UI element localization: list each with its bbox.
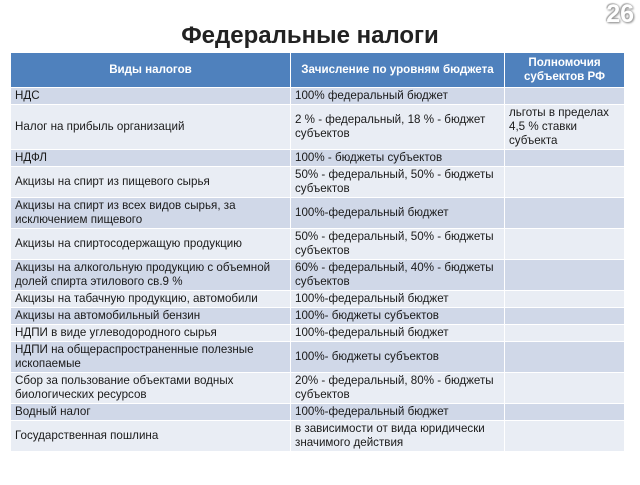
subject-powers-cell [505, 150, 625, 167]
budget-allocation-cell: 20% - федеральный, 80% - бюджеты субъектов [291, 373, 505, 404]
table-row [11, 260, 625, 291]
table-row [11, 308, 625, 325]
budget-allocation-cell: 100% федеральный бюджет [291, 88, 505, 105]
tax-name-cell: НДС [11, 88, 291, 105]
budget-allocation-cell: 100%- бюджеты субъектов [291, 342, 505, 373]
table-row [11, 105, 625, 150]
subject-powers-cell [505, 421, 625, 452]
tax-name-cell: НДФЛ [11, 150, 291, 167]
subject-powers-cell: льготы в пределах 4,5 % ставки субъекта [505, 105, 625, 150]
table-row [11, 421, 625, 452]
tax-name-cell: Акцизы на спиртосодержащую продукцию [11, 229, 291, 260]
budget-allocation-cell: 100%-федеральный бюджет [291, 325, 505, 342]
subject-powers-cell [505, 342, 625, 373]
budget-allocation-cell: 50% - федеральный, 50% - бюджеты субъектов [291, 167, 505, 198]
slide-number: 26 [606, 0, 634, 28]
budget-allocation-cell: 60% - федеральный, 40% - бюджеты субъектов [291, 260, 505, 291]
budget-allocation-cell: 100%-федеральный бюджет [291, 404, 505, 421]
column-header-budget-allocation: Зачисление по уровням бюджета [291, 53, 505, 88]
budget-allocation-cell: 50% - федеральный, 50% - бюджеты субъектов [291, 229, 505, 260]
budget-allocation-cell: 100%-федеральный бюджет [291, 198, 505, 229]
subject-powers-cell [505, 260, 625, 291]
subject-powers-cell [505, 88, 625, 105]
subject-powers-cell [505, 308, 625, 325]
subject-powers-cell [505, 291, 625, 308]
budget-allocation-cell: 100%-федеральный бюджет [291, 291, 505, 308]
table-row [11, 291, 625, 308]
table-row [11, 88, 625, 105]
column-header-subject-powers: Полномочия субъектов РФ [505, 53, 625, 88]
tax-name-cell: Акцизы на алкогольную продукцию с объемной долей спирта этилового св.9 % [11, 260, 291, 291]
subject-powers-cell [505, 167, 625, 198]
subject-powers-cell [505, 198, 625, 229]
subject-powers-cell [505, 229, 625, 260]
table-row [11, 404, 625, 421]
tax-name-cell: Акцизы на спирт из всех видов сырья, за исключением пищевого [11, 198, 291, 229]
tax-name-cell: Акцизы на автомобильный бензин [11, 308, 291, 325]
tax-name-cell: НДПИ в виде углеводородного сырья [11, 325, 291, 342]
budget-allocation-cell: 2 % - федеральный, 18 % - бюджет субъектов [291, 105, 505, 150]
table-row [11, 198, 625, 229]
budget-allocation-cell: в зависимости от вида юридически значимого действия [291, 421, 505, 452]
budget-allocation-cell: 100% - бюджеты субъектов [291, 150, 505, 167]
table-row [11, 342, 625, 373]
tax-name-cell: Акцизы на табачную продукцию, автомобили [11, 291, 291, 308]
table-row [11, 373, 625, 404]
table-row [11, 150, 625, 167]
federal-taxes-table [10, 52, 625, 452]
table-header-row [11, 53, 625, 88]
tax-name-cell: Налог на прибыль организаций [11, 105, 291, 150]
subject-powers-cell [505, 373, 625, 404]
tax-name-cell: Государственная пошлина [11, 421, 291, 452]
tax-name-cell: Водный налог [11, 404, 291, 421]
column-header-tax-types: Виды налогов [11, 53, 291, 88]
tax-name-cell: Акцизы на спирт из пищевого сырья [11, 167, 291, 198]
subject-powers-cell [505, 404, 625, 421]
table-row [11, 325, 625, 342]
subject-powers-cell [505, 325, 625, 342]
page-title: Федеральные налоги [181, 22, 439, 49]
tax-name-cell: Сбор за пользование объектами водных биологических ресурсов [11, 373, 291, 404]
table-row [11, 229, 625, 260]
tax-name-cell: НДПИ на общераспространенные полезные ископаемые [11, 342, 291, 373]
table-row [11, 167, 625, 198]
budget-allocation-cell: 100%- бюджеты субъектов [291, 308, 505, 325]
